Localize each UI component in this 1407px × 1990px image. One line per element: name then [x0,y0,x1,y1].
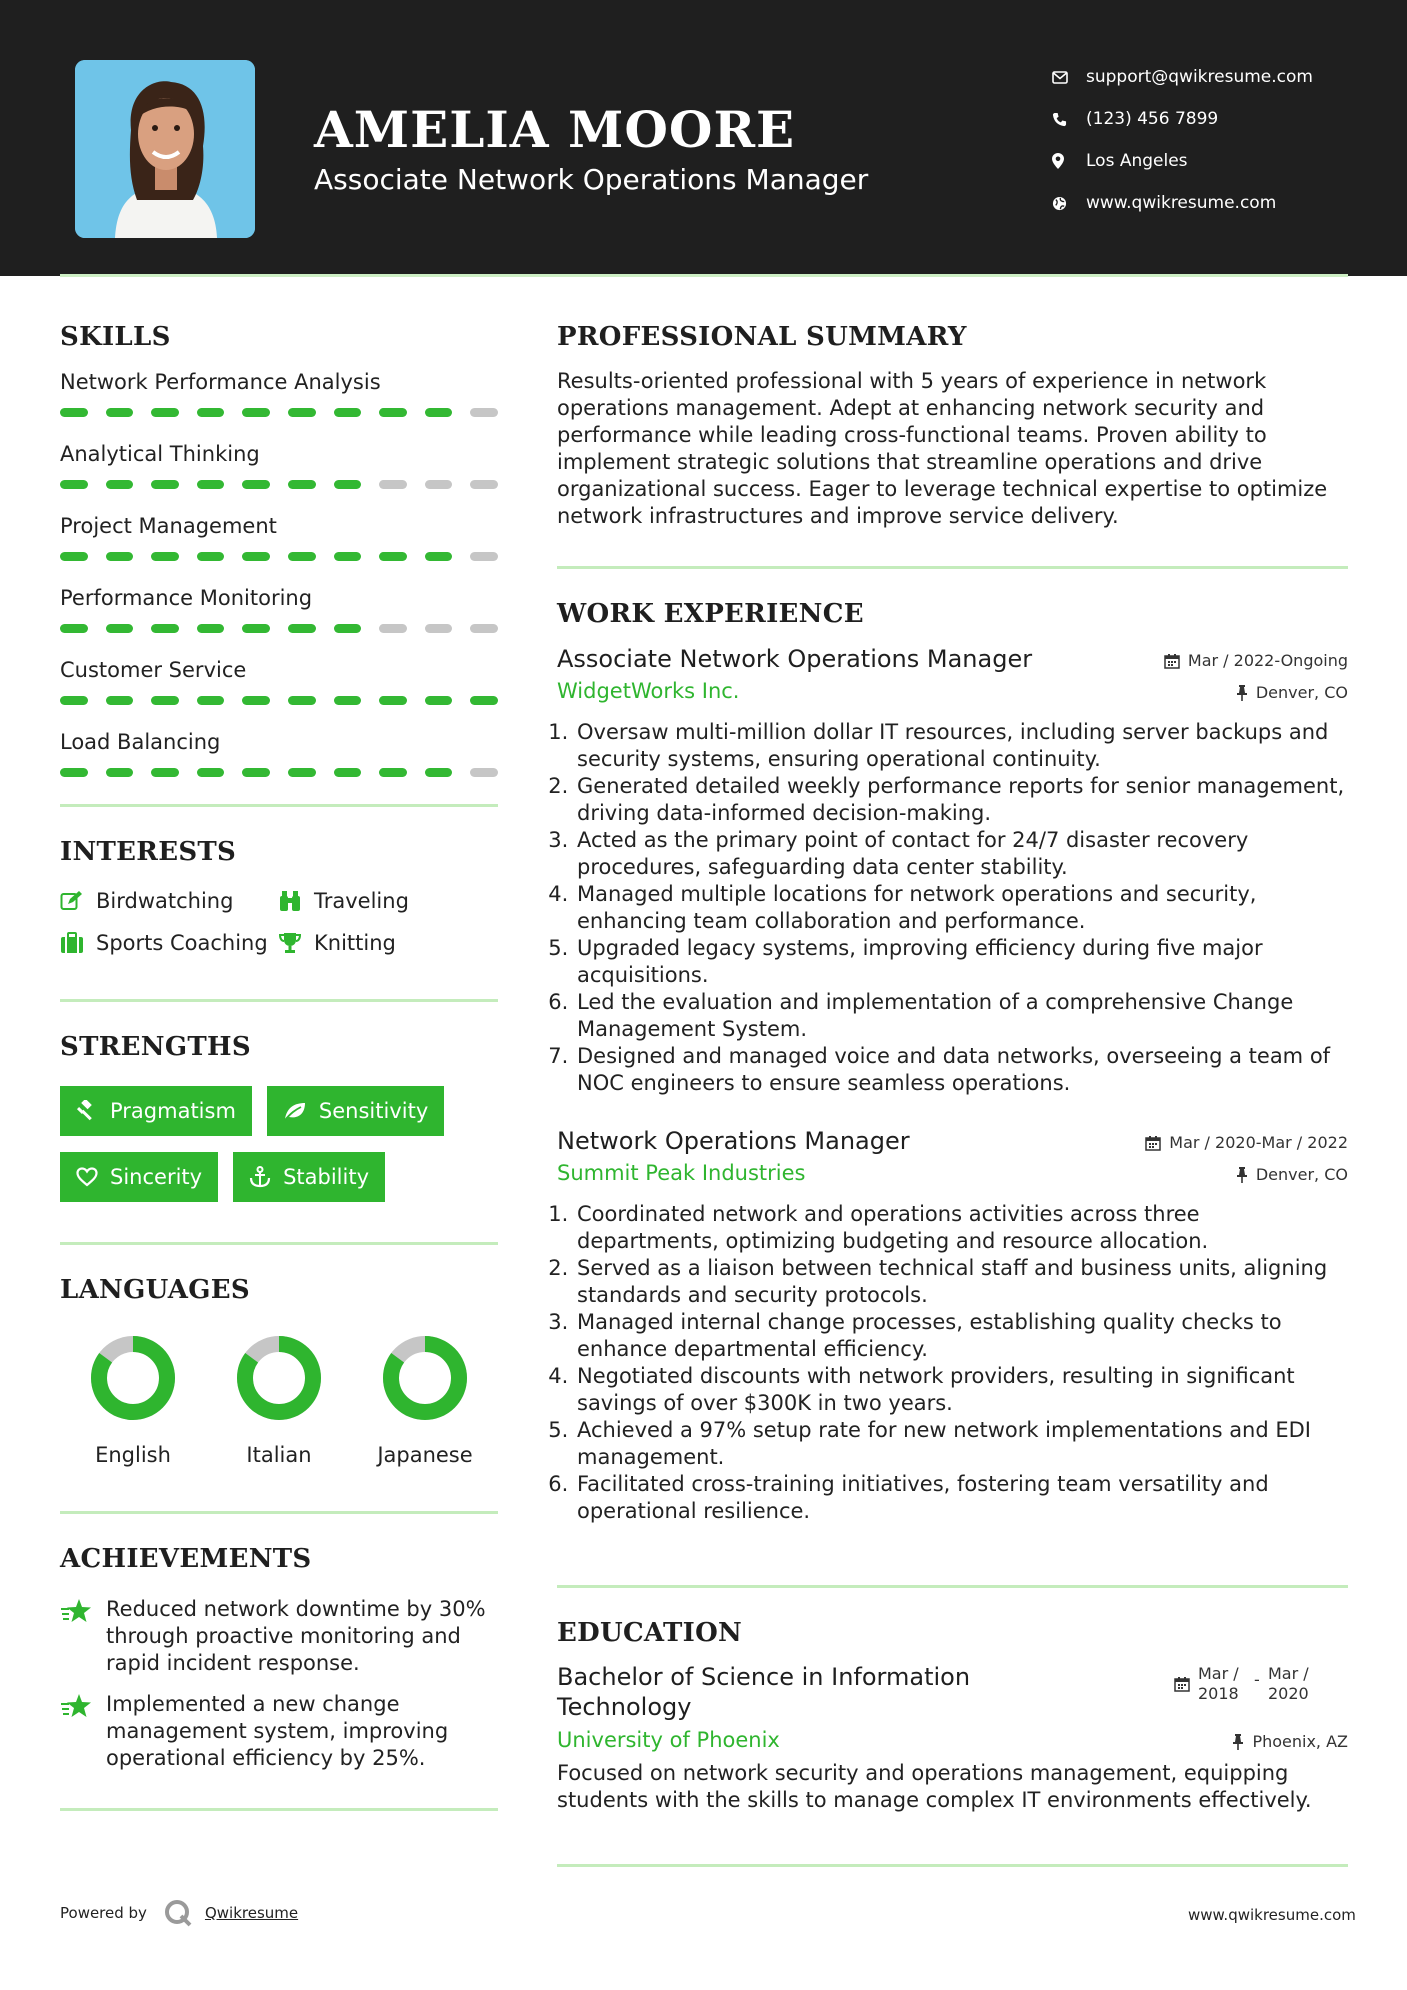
interest-label: Traveling [314,889,409,913]
education-start-date: Mar / 2018 [1198,1664,1239,1703]
interest-label: Knitting [314,931,396,955]
skill-level-segment [242,408,270,417]
skill-level-segment [151,624,179,633]
skill-level-segment [288,480,316,489]
skill-item [60,656,498,706]
qwikresume-link[interactable]: Qwikresume [204,1904,299,1922]
achievement-item [60,1596,498,1677]
interest-item [278,931,498,955]
right-column [557,322,1348,1867]
achievements-heading: ACHIEVEMENTS [60,1544,312,1574]
star-icon [60,1693,92,1719]
language-item [60,1335,206,1467]
strength-label: Stability [283,1165,370,1189]
skill-level-segment [242,696,270,705]
interest-item [60,889,278,913]
duty-item: 4. Managed multiple locations for network operations and security, enhancing team collaboration and performance. [575,881,1348,935]
qwikresume-logo-icon [163,1898,193,1928]
skill-level-segment [379,408,407,417]
skill-level-segment [425,408,453,417]
skill-level-segment [151,408,179,417]
contact-website[interactable] [1052,182,1313,224]
skill-level-segment [288,552,316,561]
language-name: Japanese [377,1443,473,1467]
skill-level-segment [470,624,498,633]
skill-level-segment [242,552,270,561]
pin-icon [1236,685,1248,701]
skill-level-segment [379,696,407,705]
skill-level-segment [106,480,134,489]
globe-icon [1052,196,1086,211]
skill-name: Project Management [60,514,277,538]
contact-email[interactable] [1052,56,1313,98]
skill-level-segment [379,552,407,561]
skill-level-segment [106,552,134,561]
achievement-text: Implemented a new change management system, improving operational efficiency by 25%. [106,1692,449,1770]
binoculars-icon [278,890,302,912]
briefcase-icon [60,932,84,954]
skill-level-segment [197,480,225,489]
skill-level-segment [151,552,179,561]
job-date [1145,1133,1348,1152]
strength-label: Sincerity [110,1165,203,1189]
skill-level-segment [106,696,134,705]
skill-level-segment [379,768,407,777]
phone-icon [1052,112,1086,127]
education-end-date: Mar / 2020 [1268,1664,1309,1703]
job-date [1164,651,1348,670]
map-marker-icon [1052,153,1086,169]
skill-level-segment [470,480,498,489]
section-divider [60,804,498,807]
skill-item [60,440,498,490]
interests-heading: INTERESTS [60,837,237,867]
skill-level-segment [60,552,88,561]
contact-email-text: support@qwikresume.com [1086,67,1313,87]
experience-heading: WORK EXPERIENCE [557,599,864,629]
summary-heading: PROFESSIONAL SUMMARY [557,322,967,352]
interests-list [60,889,498,955]
school-name: University of Phoenix [557,1728,780,1752]
strength-badge [60,1152,218,1202]
skill-level-segment [288,408,316,417]
skill-level-segment [470,408,498,417]
skills-list [60,368,498,778]
strength-badge [233,1152,385,1202]
skill-level-bar [60,480,498,490]
skill-level-segment [106,624,134,633]
skill-level-segment [60,768,88,777]
calendar-icon [1164,653,1180,669]
skill-level-segment [425,552,453,561]
education-heading: EDUCATION [557,1618,743,1648]
candidate-title: Associate Network Operations Manager [314,163,869,196]
footer-powered-by [60,1898,298,1928]
duty-item: 7. Designed and managed voice and data networks, overseeing a team of NOC engineers to ensure seamless operations. [575,1043,1348,1097]
languages-list [60,1335,498,1467]
skill-level-segment [197,552,225,561]
skill-name: Customer Service [60,658,247,682]
job-date-text: Mar / 2020-Mar / 2022 [1169,1133,1348,1152]
contact-website-text: www.qwikresume.com [1086,193,1277,213]
strength-badge [60,1086,252,1136]
skill-name: Load Balancing [60,730,221,754]
pin-icon [1236,1167,1248,1183]
contact-phone-text: (123) 456 7899 [1086,109,1219,129]
strength-label: Pragmatism [110,1099,236,1123]
skill-level-segment [197,624,225,633]
interest-item [60,931,278,955]
duty-item: 6. Led the evaluation and implementation of a comprehensive Change Management System. [575,989,1348,1043]
skill-level-bar [60,552,498,562]
skill-level-segment [334,552,362,561]
skill-level-segment [334,768,362,777]
left-column [60,322,498,1811]
skill-level-segment [379,624,407,633]
strengths-list [60,1086,498,1202]
skill-name: Performance Monitoring [60,586,313,610]
education-location-text: Phoenix, AZ [1252,1732,1348,1751]
skill-level-segment [425,480,453,489]
skill-level-segment [242,768,270,777]
education-date [1174,1664,1316,1704]
skill-level-segment [425,624,453,633]
duty-item: 5. Upgraded legacy systems, improving efficiency during five major acquisitions. [575,935,1348,989]
job-date-text: Mar / 2022-Ongoing [1187,651,1348,670]
job-duties [557,1201,1348,1525]
education-entry [557,1662,1348,1814]
duty-item: 3. Acted as the primary point of contact for 24/7 disaster recovery procedures, safeguarding data center stability. [575,827,1348,881]
skill-level-segment [425,696,453,705]
job-title: Associate Network Operations Manager [557,645,1033,673]
achievement-text: Reduced network downtime by 30% through proactive monitoring and rapid incident response. [106,1597,486,1675]
trophy-icon [278,932,302,954]
language-item [206,1335,352,1467]
powered-by-label: Powered by [60,1904,147,1922]
skill-level-segment [288,696,316,705]
skill-level-bar [60,696,498,706]
section-divider [557,1864,1348,1867]
strengths-heading: STRENGTHS [60,1032,251,1062]
skill-level-segment [470,768,498,777]
skill-level-segment [379,480,407,489]
languages-heading: LANGUAGES [60,1275,250,1305]
date-separator: - [1254,1670,1260,1689]
contact-location-text: Los Angeles [1086,151,1188,171]
job-location [1236,683,1348,702]
skill-level-segment [334,408,362,417]
footer-url[interactable]: www.qwikresume.com [1188,1906,1356,1924]
achievement-item [60,1691,498,1772]
skill-name: Network Performance Analysis [60,370,381,394]
language-proficiency-ring [382,1335,468,1421]
section-divider [557,566,1348,569]
skill-level-segment [470,552,498,561]
skill-level-bar [60,768,498,778]
interest-item [278,889,498,913]
skill-level-segment [334,624,362,633]
skill-item [60,512,498,562]
resume-header [0,0,1407,276]
job-entry [557,645,1348,1097]
job-location [1236,1165,1348,1184]
duty-item: 1. Oversaw multi-million dollar IT resources, including server backups and security systems, ensuring operational continuity. [575,719,1348,773]
envelope-icon [1052,71,1086,84]
language-name: English [95,1443,171,1467]
skill-level-segment [334,480,362,489]
skill-level-segment [197,696,225,705]
section-divider [60,1808,498,1811]
language-proficiency-ring [90,1335,176,1421]
duty-item: 5. Achieved a 97% setup rate for new network implementations and EDI management. [575,1417,1348,1471]
summary-text: Results-oriented professional with 5 years of experience in network operations management. Adept at enhancing network security and performance while leading cross-functional teams. Proven ability to implement strategic solutions that streamline operations and drive organizational success. Eager to leverage technical expertise to optimize network infrastructures and improve service delivery. [557,369,1328,528]
section-divider [60,999,498,1002]
strength-badge [267,1086,444,1136]
company-name: WidgetWorks Inc. [557,679,740,703]
degree-title: Bachelor of Science in Information Technology [557,1663,971,1721]
edit-icon [60,890,84,912]
language-item [352,1335,498,1467]
skill-level-segment [242,480,270,489]
skill-level-segment [151,768,179,777]
language-name: Italian [246,1443,312,1467]
strength-label: Sensitivity [318,1099,429,1123]
pin-icon [1232,1734,1244,1750]
anchor-icon [249,1166,271,1188]
interest-label: Birdwatching [96,889,234,913]
contact-location [1052,140,1313,182]
interest-label: Sports Coaching [96,931,268,955]
skill-level-segment [197,408,225,417]
profile-photo [75,60,255,238]
skill-item [60,728,498,778]
calendar-icon [1174,1676,1190,1692]
job-location-text: Denver, CO [1255,683,1348,702]
candidate-name: AMELIA MOORE [314,100,796,159]
skills-heading: SKILLS [60,322,171,352]
duty-item: 2. Served as a liaison between technical staff and business units, aligning standards and security protocols. [575,1255,1348,1309]
skill-name: Analytical Thinking [60,442,260,466]
section-divider [60,1511,498,1514]
star-icon [60,1598,92,1624]
language-proficiency-ring [236,1335,322,1421]
skill-level-segment [425,768,453,777]
skill-level-segment [197,768,225,777]
job-entry [557,1127,1348,1525]
header-divider [60,274,1348,277]
skill-level-segment [60,696,88,705]
skill-level-segment [60,480,88,489]
contact-phone[interactable] [1052,98,1313,140]
skill-level-segment [151,480,179,489]
skill-level-bar [60,408,498,418]
education-location [1232,1732,1348,1751]
skill-level-segment [288,768,316,777]
job-title: Network Operations Manager [557,1127,910,1155]
company-name: Summit Peak Industries [557,1161,806,1185]
gavel-icon [76,1100,98,1122]
skill-item [60,584,498,634]
duty-item: 2. Generated detailed weekly performance reports for senior management, driving data-informed decision-making. [575,773,1348,827]
skill-level-segment [106,768,134,777]
skill-level-segment [60,624,88,633]
skill-level-segment [106,408,134,417]
skill-level-segment [242,624,270,633]
duty-item: 3. Managed internal change processes, establishing quality checks to enhance departmental efficiency. [575,1309,1348,1363]
duty-item: 6. Facilitated cross-training initiatives, fostering team versatility and operational resilience. [575,1471,1348,1525]
job-duties [557,719,1348,1097]
skill-level-segment [60,408,88,417]
job-location-text: Denver, CO [1255,1165,1348,1184]
skill-level-segment [288,624,316,633]
skill-item [60,368,498,418]
skill-level-bar [60,624,498,634]
contact-list [1052,56,1313,224]
duty-item: 1. Coordinated network and operations activities across three departments, optimizing budgeting and resource allocation. [575,1201,1348,1255]
heart-icon [76,1167,98,1187]
leaf-icon [283,1101,307,1121]
skill-level-segment [334,696,362,705]
education-description: Focused on network security and operations management, equipping students with the skills to manage complex IT environments effectively. [557,1761,1312,1812]
duty-item: 4. Negotiated discounts with network providers, resulting in significant savings of over $300K in two years. [575,1363,1348,1417]
skill-level-segment [151,696,179,705]
section-divider [557,1585,1348,1588]
skill-level-segment [470,696,498,705]
section-divider [60,1242,498,1245]
calendar-icon [1145,1135,1161,1151]
